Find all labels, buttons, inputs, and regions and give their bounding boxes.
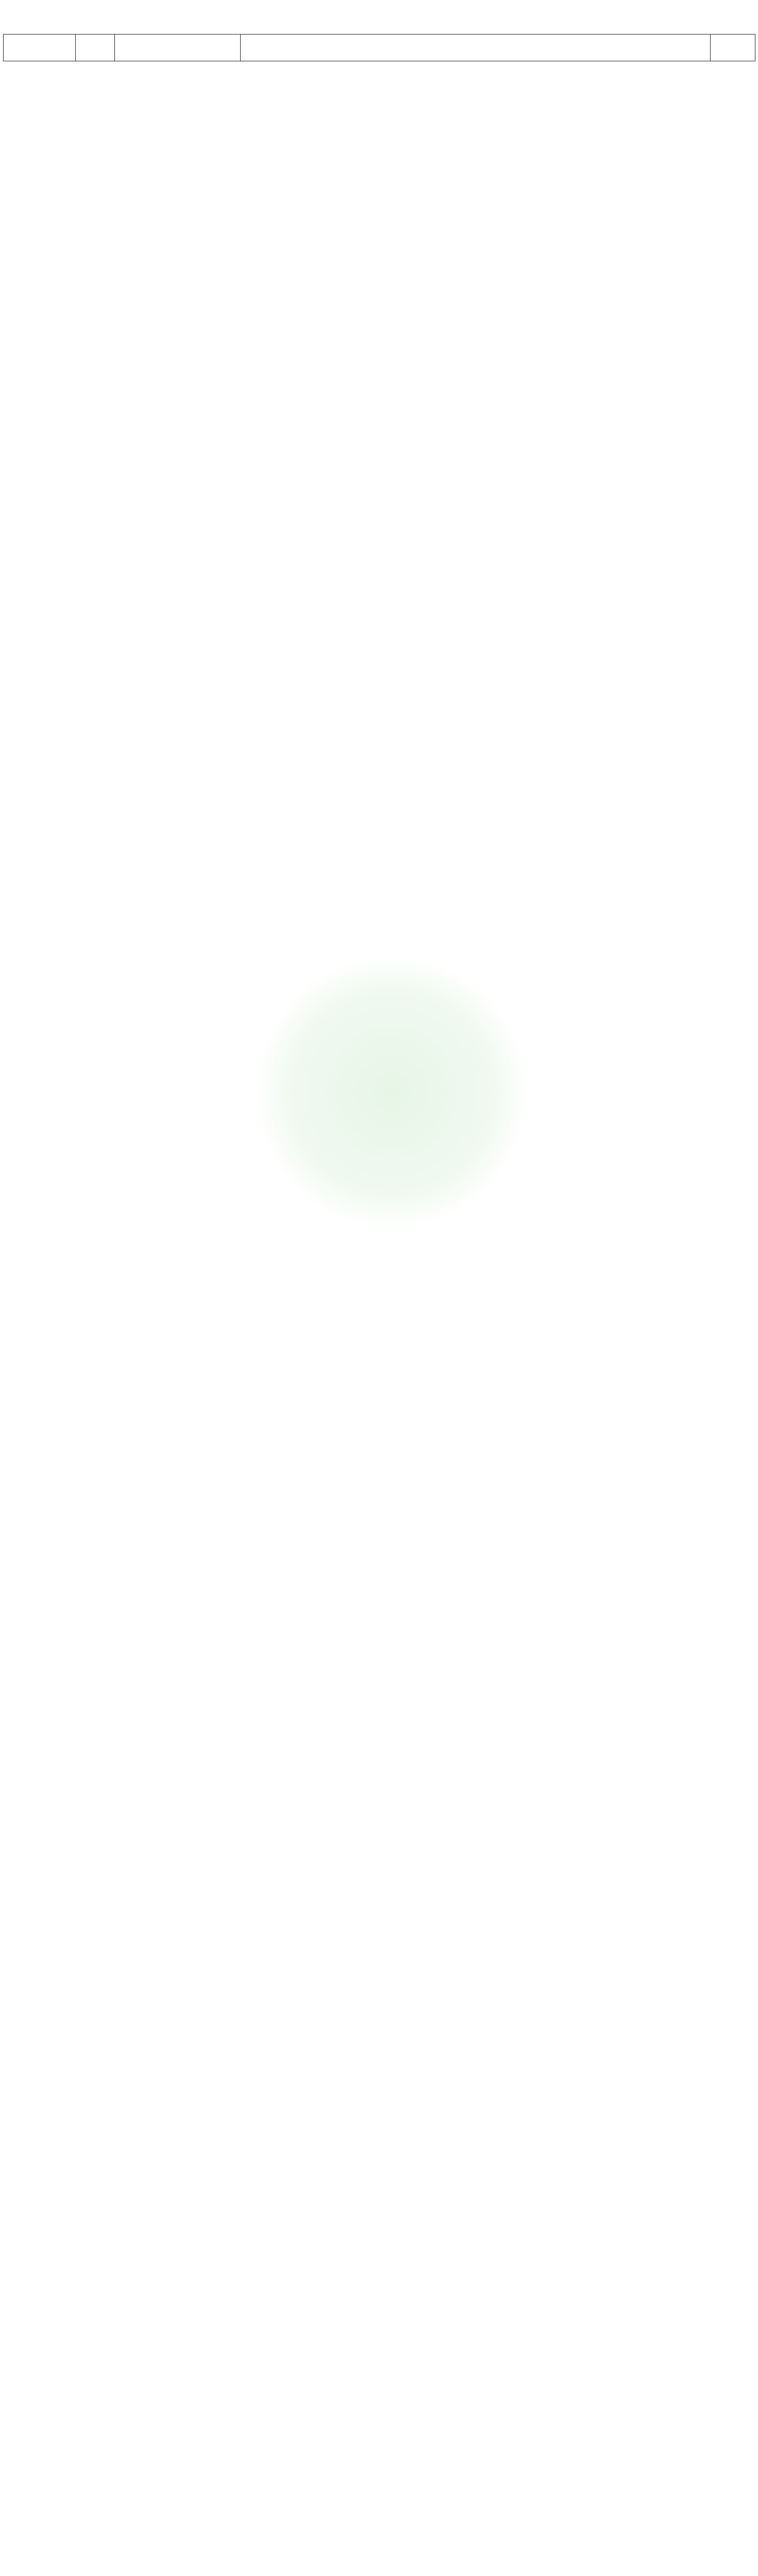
header-qualification — [241, 35, 711, 61]
watermark-emblem — [258, 958, 526, 1226]
positions-table — [3, 34, 755, 61]
table-header-row — [4, 35, 755, 61]
header-post — [4, 35, 76, 61]
terms-section — [4, 2116, 754, 2575]
header-job-description — [115, 35, 241, 61]
header-salary — [711, 35, 755, 61]
header-age — [76, 35, 115, 61]
